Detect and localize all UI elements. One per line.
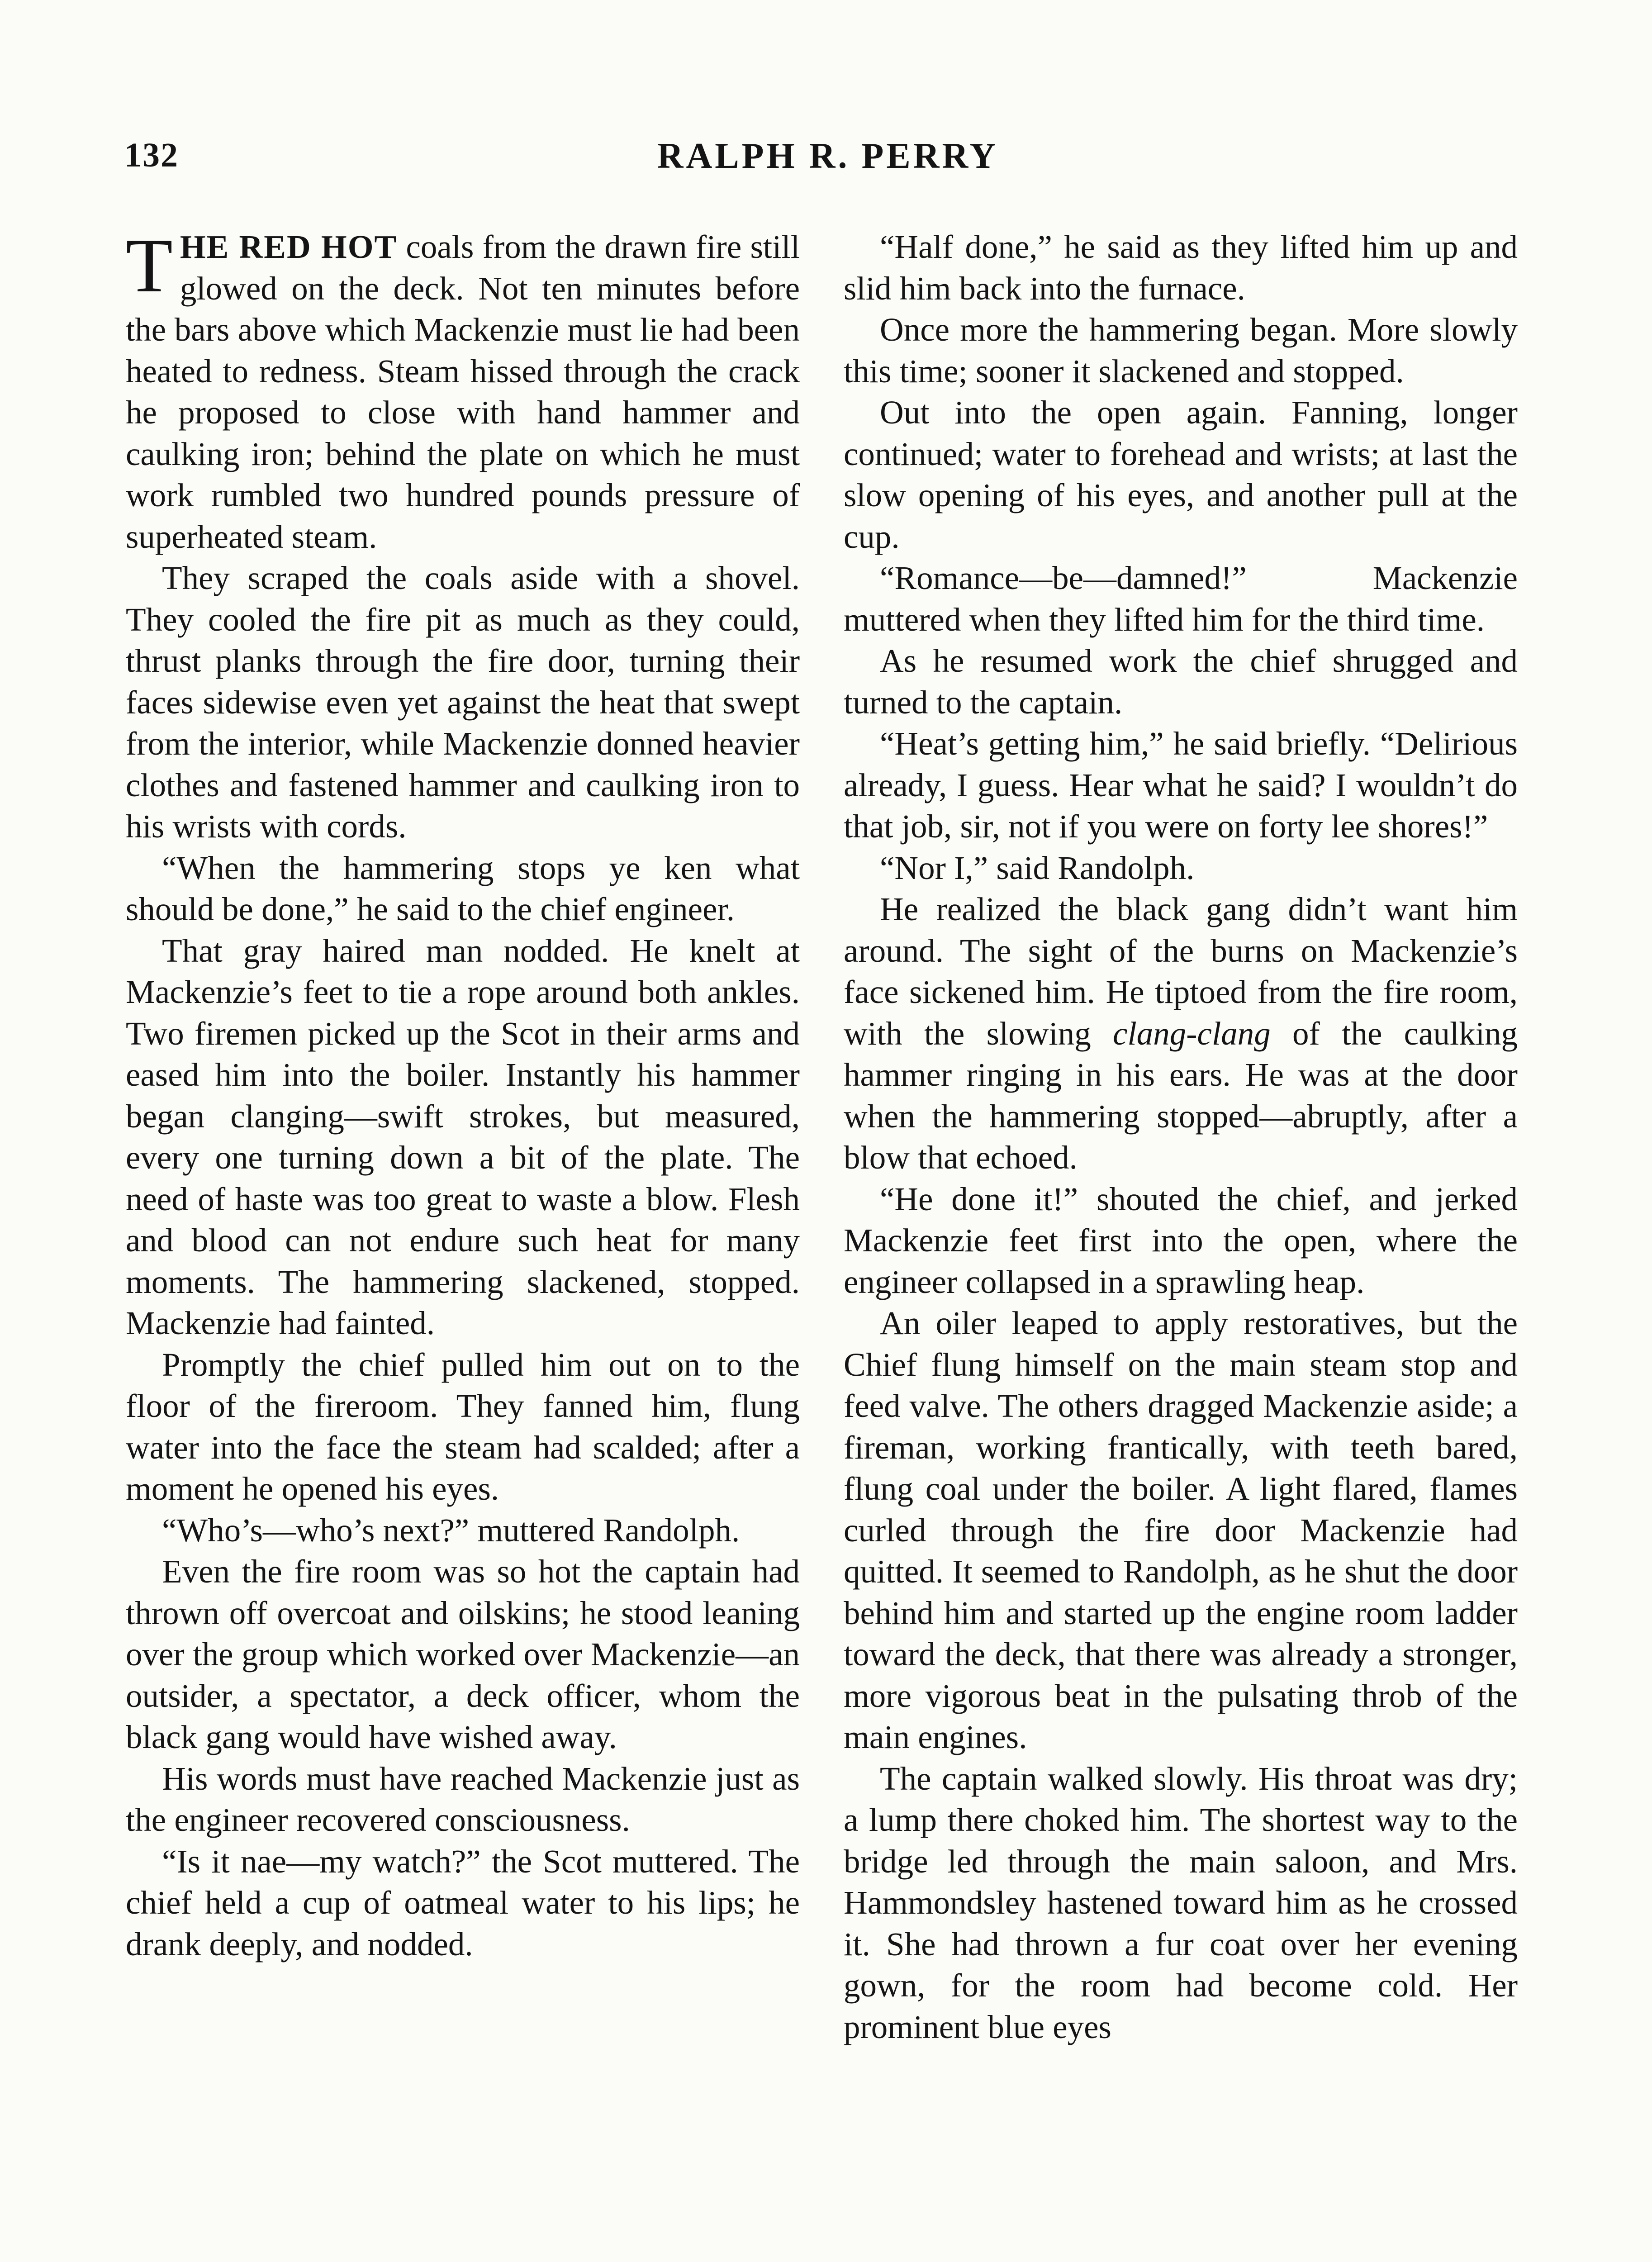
- paragraph: As he resumed work the chief shrugged and turned to the captain.: [844, 642, 1518, 721]
- right-column: [844, 226, 1518, 2048]
- paragraph-text: of the caulking hammer ringing in his ears. He was at the door when the hammering stopped—abruptly, after a blow that echoed.: [844, 1015, 1518, 1176]
- drop-cap: T: [126, 223, 173, 308]
- paragraph: Out into the open again. Fanning, longer continued; water to forehead and wrists; at last the slow opening of his eyes, and another pull at the cup.: [844, 394, 1518, 555]
- paragraph: “Who’s—who’s next?” muttered Randolph.: [162, 1511, 740, 1549]
- paragraph: “He done it!” shouted the chief, and jerked Mackenzie feet first into the open, where the engineer collapsed in a sprawling heap.: [844, 1180, 1518, 1300]
- paragraph: His words must have reached Mackenzie just as the engineer recovered consciousness.: [126, 1760, 800, 1838]
- italic-sound-word: clang-clang: [1113, 1015, 1271, 1052]
- paragraph: Once more the hammering began. More slowly this time; sooner it slackened and stopped.: [844, 311, 1518, 390]
- running-head: RALPH R. PERRY: [657, 136, 999, 176]
- paragraph: An oiler leaped to apply restoratives, but the Chief flung himself on the main steam stop and feed valve. The others dragged Mackenzie aside; a fireman, working frantically, with teeth bared, flung coal under the boiler. A light flared, flames curled through the fire door Mackenzie had quitted. It seemed to Randolph, as he shut the door behind him and started up the engine room ladder toward the deck, that there was already a stronger, more vigorous beat in the pulsating throb of the main engines.: [844, 1305, 1518, 1755]
- paragraph-text: He realized the black gang didn’t want him around. The sight of the burns on Mackenzie’s face sickened him. He tiptoed from the fire room, with the slowing: [844, 891, 1518, 1052]
- paragraph: “Romance—be—damned!” Mackenzie muttered when they lifted him for the third time.: [844, 560, 1518, 638]
- paragraph: “Is it nae—my watch?” the Scot muttered. The chief held a cup of oatmeal water to his lips; he drank deeply, and nodded.: [126, 1843, 800, 1963]
- paragraph: “Heat’s getting him,” he said briefly. “Delirious already, I guess. Hear what he said? I wouldn’t do that job, sir, not if you were on forty lee shores!”: [844, 725, 1518, 845]
- paragraph: The captain walked slowly. His throat was dry; a lump there choked him. The shortest way to the bridge led through the main saloon, and Mrs. Hammondsley hastened toward him as he crossed it. She had thrown a fur coat over her evening gown, for the room had become cold. Her prominent blue eyes: [844, 1760, 1518, 2045]
- paragraph: That gray haired man nodded. He knelt at Mackenzie’s feet to tie a rope around both ankles. Two firemen picked up the Scot in their arms and eased him into the boiler. Instantly his hammer began clanging—swift strokes, but measured, every one turning down a bit of the plate. The need of haste was too great to waste a blow. Flesh and blood can not endure such heat for many moments. The hammering slackened, stopped. Mackenzie had fainted.: [126, 932, 800, 1341]
- paragraph: “When the hammering stops ye ken what should be done,” he said to the chief engineer.: [126, 849, 800, 927]
- paragraph: They scraped the coals aside with a shovel. They cooled the fire pit as much as they could, thrust planks through the fire door, turning their faces sidewise even yet against the heat that swept from the interior, while Mackenzie donned heavier clothes and fastened hammer and caulking iron to his wrists with cords.: [126, 560, 800, 845]
- paragraph: Even the fire room was so hot the captain had thrown off overcoat and oilskins; he stood leaning over the group which worked over Mackenzie—an outsider, a spectator, a deck officer, whom the black gang would have wished away.: [126, 1553, 800, 1755]
- paragraph: [844, 889, 1518, 1179]
- paragraph: “Half done,” he said as they lifted him up and slid him back into the furnace.: [844, 228, 1518, 307]
- paragraph: “Nor I,” said Randolph.: [880, 849, 1195, 886]
- lead-words: HE RED HOT: [180, 228, 398, 265]
- paragraph: Promptly the chief pulled him out on to the floor of the fireroom. They fanned him, flung water into the face the steam had scalded; after a moment he opened his eyes.: [126, 1346, 800, 1507]
- page-header: [124, 136, 1531, 199]
- opening-paragraph: [126, 223, 800, 557]
- opening-text: coals from the drawn fire still glowed on the deck. Not ten minutes before the bars above which Mackenzie must lie had been heated to redness. Steam hissed through the crack he proposed to close with hand hammer and caulking iron; behind the plate on which he must work rumbled two hundred pounds pressure of superheated steam.: [126, 228, 800, 555]
- left-column: [126, 223, 800, 1965]
- page-number: 132: [124, 136, 179, 174]
